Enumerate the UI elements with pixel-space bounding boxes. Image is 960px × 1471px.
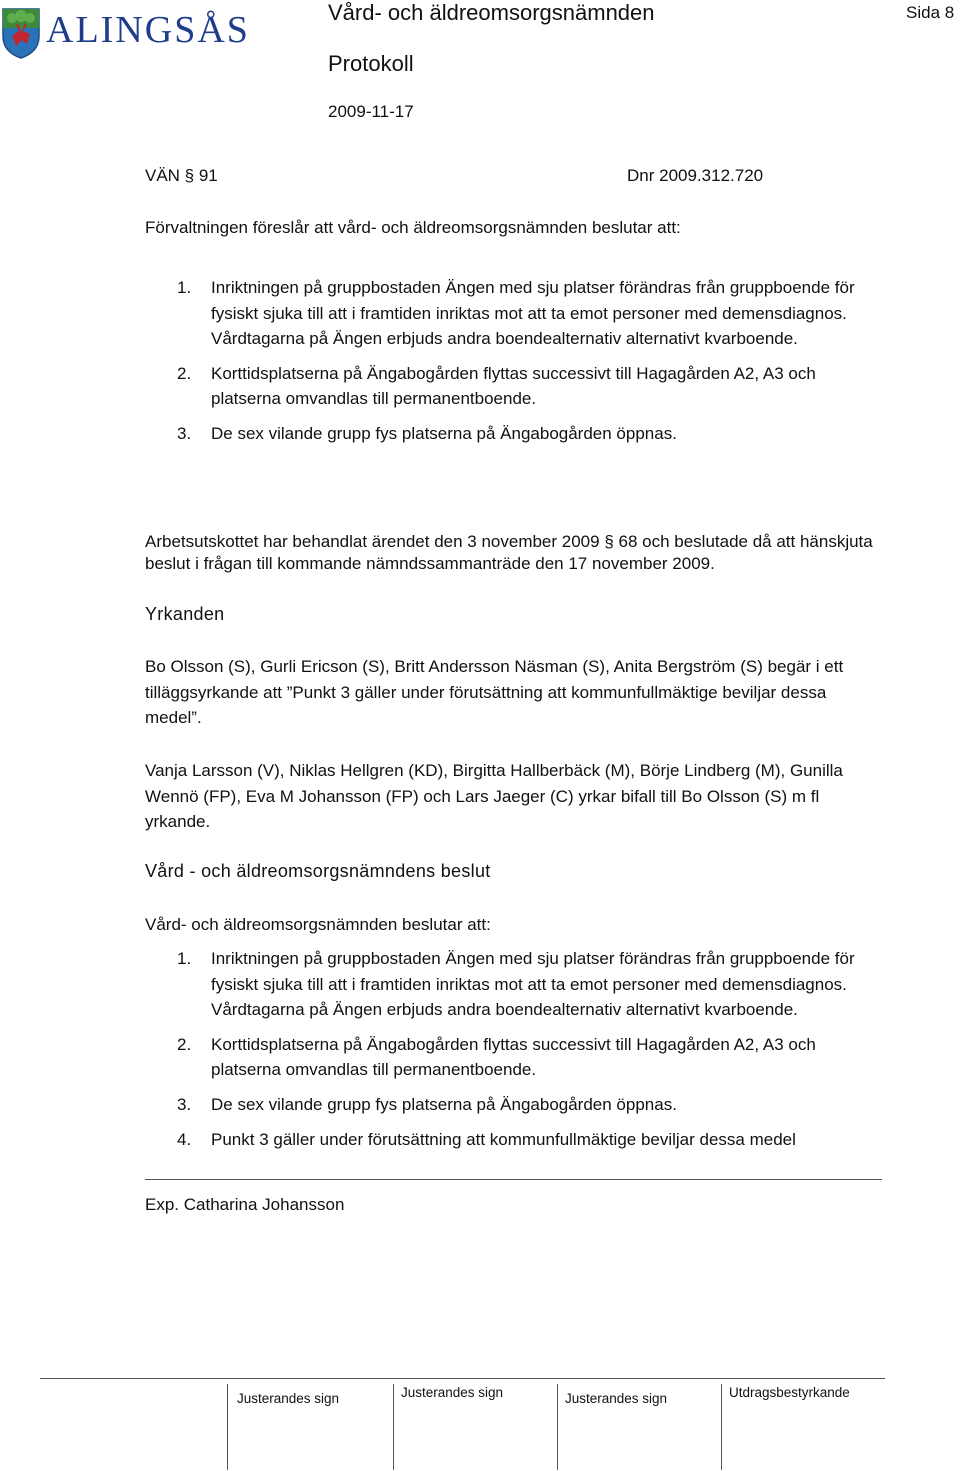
- signature-field-3: Justerandes sign: [565, 1391, 668, 1406]
- proposal-list: [145, 275, 885, 447]
- footer-rule: [40, 1378, 885, 1379]
- organization-name: ALINGSÅS: [46, 9, 250, 51]
- decision-item: [145, 1032, 885, 1083]
- working-committee-text: Arbetsutskottet har behandlat ärendet den 3 november 2009 § 68 och beslutade då att hänskjuta beslut i frågan till kommande nämndssammanträde den 17 november 2009.: [145, 532, 873, 573]
- decision-item: [145, 946, 885, 1023]
- item-number: 1.: [177, 278, 192, 297]
- extract-certification: Utdragsbestyrkande: [729, 1385, 850, 1400]
- item-number: 4.: [177, 1129, 192, 1149]
- item-text: Inriktningen på gruppbostaden Ängen med sju platser förändras från gruppboende för fysiskt sjuka till att i framtiden inriktas mot att ta emot personer med demensdiagnos. Vårdtagarna på Ängen erbjuds andra boendealternativ alternativt kvarboende.: [211, 949, 855, 1020]
- divider: [145, 1179, 882, 1180]
- item-text: De sex vilande grupp fys platserna på Ängabogården öppnas.: [211, 1094, 677, 1114]
- page-number: Sida 8: [906, 3, 955, 22]
- item-number: 3.: [177, 1094, 192, 1114]
- motions-heading: Yrkanden: [145, 604, 225, 624]
- document-type: Protokoll: [328, 51, 414, 76]
- motion-paragraph-1: Bo Olsson (S), Gurli Ericson (S), Britt Andersson Näsman (S), Anita Bergström (S) begär i ett tilläggsyrkande att ”Punkt 3 gäller under förutsättning att kommunfullmäktige beviljar dessa medel”.: [145, 657, 844, 728]
- decision-list: [145, 946, 885, 1152]
- footer-separator: [393, 1384, 394, 1470]
- motion-paragraph-2: Vanja Larsson (V), Niklas Hellgren (KD), Birgitta Hallberbäck (M), Börje Lindberg (M), Gunilla Wennö (FP), Eva M Johansson (FP) och Lars Jaeger (C) yrkar bifall till Bo Olsson (S) m fl yrkande.: [145, 761, 843, 832]
- item-number: 2.: [177, 363, 192, 383]
- item-text: Inriktningen på gruppbostaden Ängen med sju platser förändras från gruppboende för fysiskt sjuka till att i framtiden inriktas mot att ta emot personer med demensdiagnos. Vårdtagarna på Ängen erbjuds andra boendealternativ alternativt kvarboende.: [211, 278, 855, 349]
- item-text: Korttidsplatserna på Ängabogården flyttas successivt till Hagagården A2, A3 och platserna omvandlas till permanentboende.: [211, 1034, 816, 1080]
- item-number: 3.: [177, 423, 192, 443]
- meeting-date: 2009-11-17: [328, 102, 414, 121]
- decision-heading: Vård - och äldreomsorgsnämndens beslut: [145, 861, 491, 881]
- footer-separator: [557, 1384, 558, 1470]
- coat-of-arms-icon: [0, 6, 42, 60]
- paragraph-ref: VÄN § 91: [145, 166, 218, 185]
- proposal-item: [145, 275, 885, 352]
- distribution-line: Exp. Catharina Johansson: [145, 1195, 345, 1214]
- item-text: De sex vilande grupp fys platserna på Ängabogården öppnas.: [211, 423, 677, 443]
- proposal-item: [145, 421, 885, 447]
- municipality-logo: [0, 6, 270, 62]
- item-text: Korttidsplatserna på Ängabogården flyttas successivt till Hagagården A2, A3 och platserna omvandlas till permanentboende.: [211, 363, 816, 409]
- proposal-intro: Förvaltningen föreslår att vård- och äldreomsorgsnämnden beslutar att:: [145, 218, 681, 237]
- item-number: 2.: [177, 1034, 192, 1054]
- proposal-item: [145, 361, 885, 412]
- diary-number: Dnr 2009.312.720: [627, 166, 764, 185]
- footer-separator: [721, 1384, 722, 1470]
- committee-title: Vård- och äldreomsorgsnämnden: [328, 0, 655, 25]
- decision-item: [145, 1127, 885, 1153]
- item-number: 1.: [177, 949, 192, 968]
- item-text: Punkt 3 gäller under förutsättning att kommunfullmäktige beviljar dessa medel: [211, 1129, 796, 1149]
- decision-item: [145, 1092, 885, 1118]
- decision-intro: Vård- och äldreomsorgsnämnden beslutar att:: [145, 915, 491, 934]
- signature-field-2: Justerandes sign: [401, 1385, 504, 1400]
- footer-separator: [227, 1384, 228, 1470]
- signature-field-1: Justerandes sign: [237, 1391, 340, 1406]
